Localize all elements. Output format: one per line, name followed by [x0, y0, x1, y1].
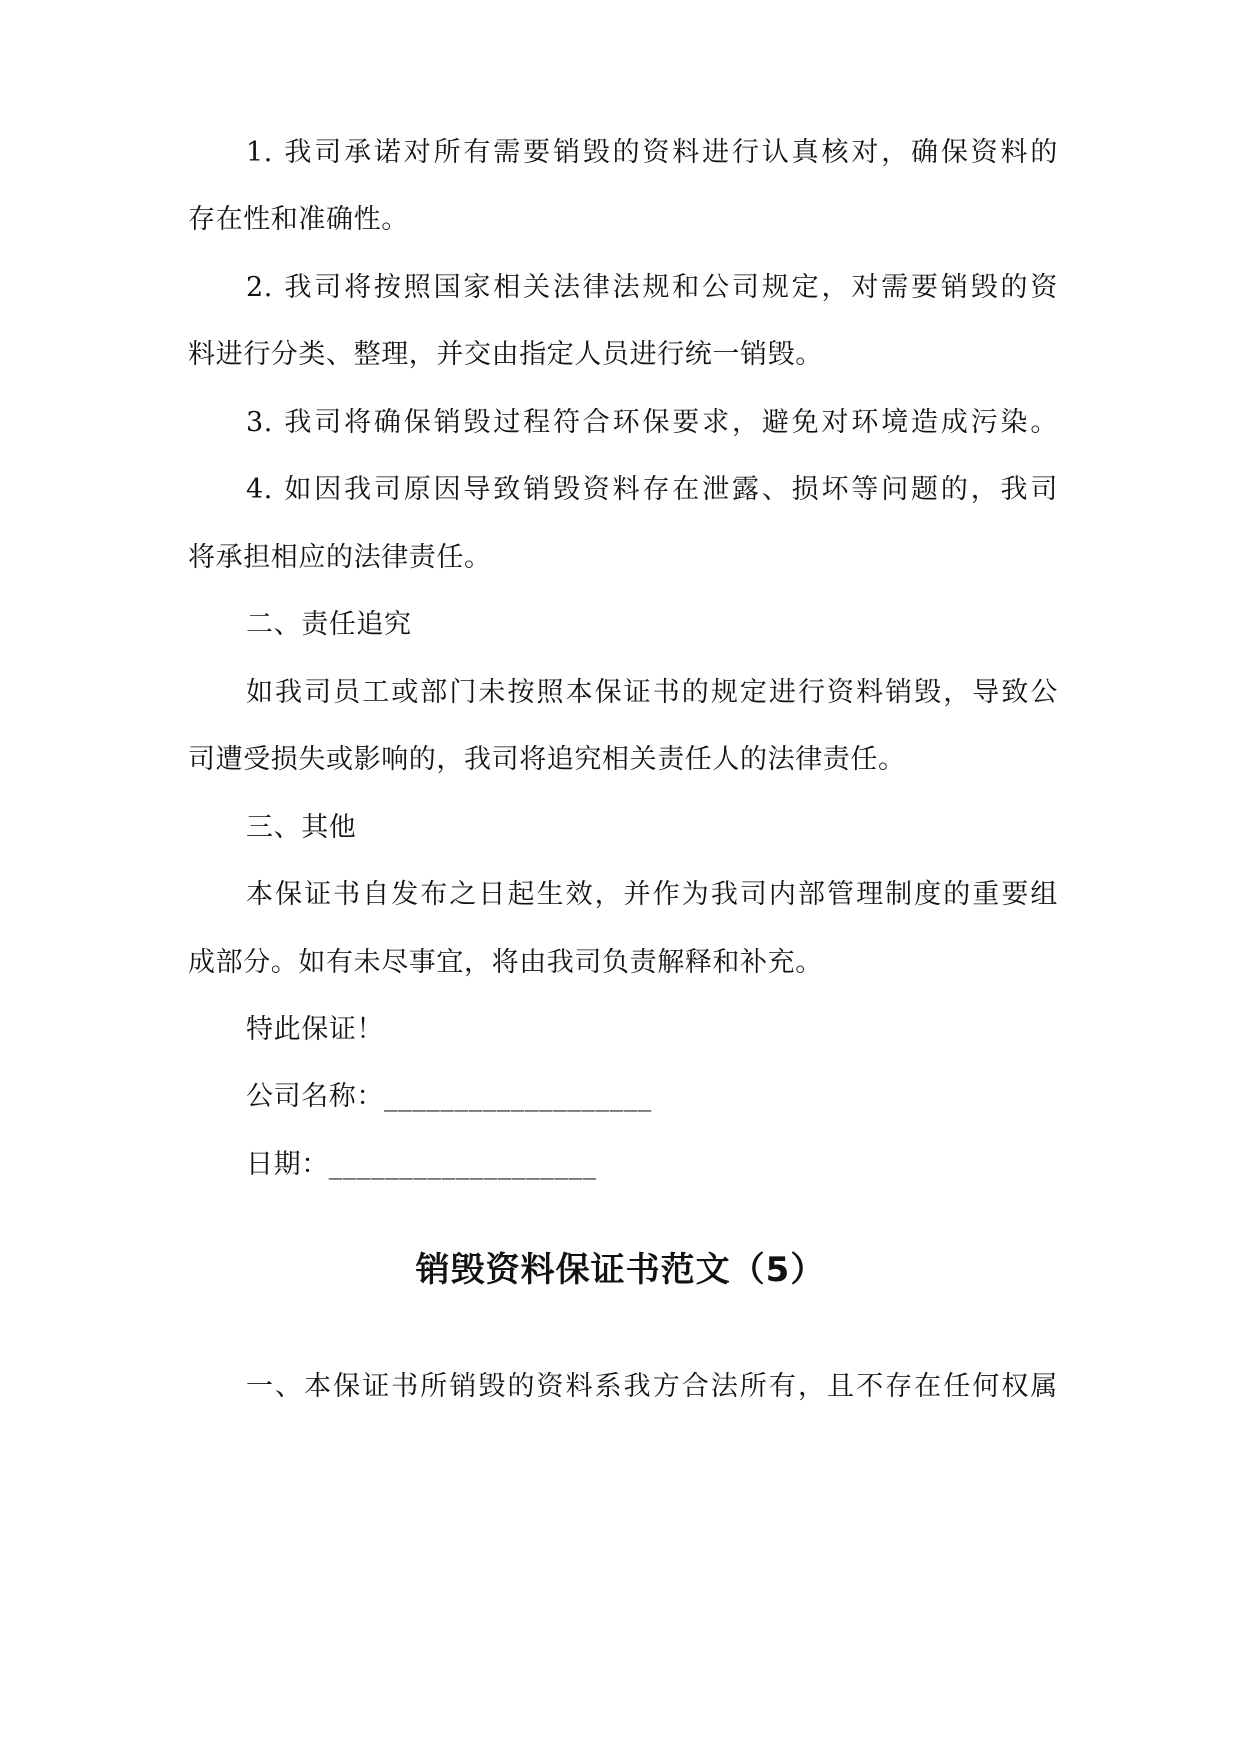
section-two-heading: 二、责任追究	[246, 609, 412, 640]
item2-line2: 料进行分类、整理，并交由指定人员进行统一销毁。	[188, 339, 823, 370]
item2-line1: 2. 我司将按照国家相关法律法规和公司规定，对需要销毁的资	[246, 272, 1058, 303]
section-three-para-line2: 成部分。如有未尽事宜，将由我司负责解释和补充。	[188, 947, 823, 978]
item4-line1: 4. 如因我司原因导致销毁资料存在泄露、损坏等问题的，我司	[246, 474, 1058, 505]
section-two-para-line2: 司遭受损失或影响的，我司将追究相关责任人的法律责任。	[188, 744, 906, 775]
item1-line1: 1. 我司承诺对所有需要销毁的资料进行认真核对，确保资料的	[246, 137, 1058, 168]
section-three-heading: 三、其他	[246, 812, 357, 843]
item4-line2: 将承担相应的法律责任。	[188, 542, 492, 573]
next-document-title: 销毁资料保证书范文（5）	[415, 1250, 826, 1290]
section-three-para-line1: 本保证书自发布之日起生效，并作为我司内部管理制度的重要组	[246, 879, 1058, 910]
next-document-first-line: 一、本保证书所销毁的资料系我方合法所有，且不存在任何权属	[246, 1371, 1058, 1402]
item3-line1: 3. 我司将确保销毁过程符合环保要求，避免对环境造成污染。	[246, 407, 1058, 438]
date-field: 日期：___________________	[246, 1149, 597, 1180]
company-name-field: 公司名称：___________________	[246, 1081, 652, 1112]
item1-line2: 存在性和准确性。	[188, 204, 409, 235]
closing-statement: 特此保证！	[246, 1014, 384, 1045]
section-two-para-line1: 如我司员工或部门未按照本保证书的规定进行资料销毁，导致公	[246, 677, 1058, 708]
